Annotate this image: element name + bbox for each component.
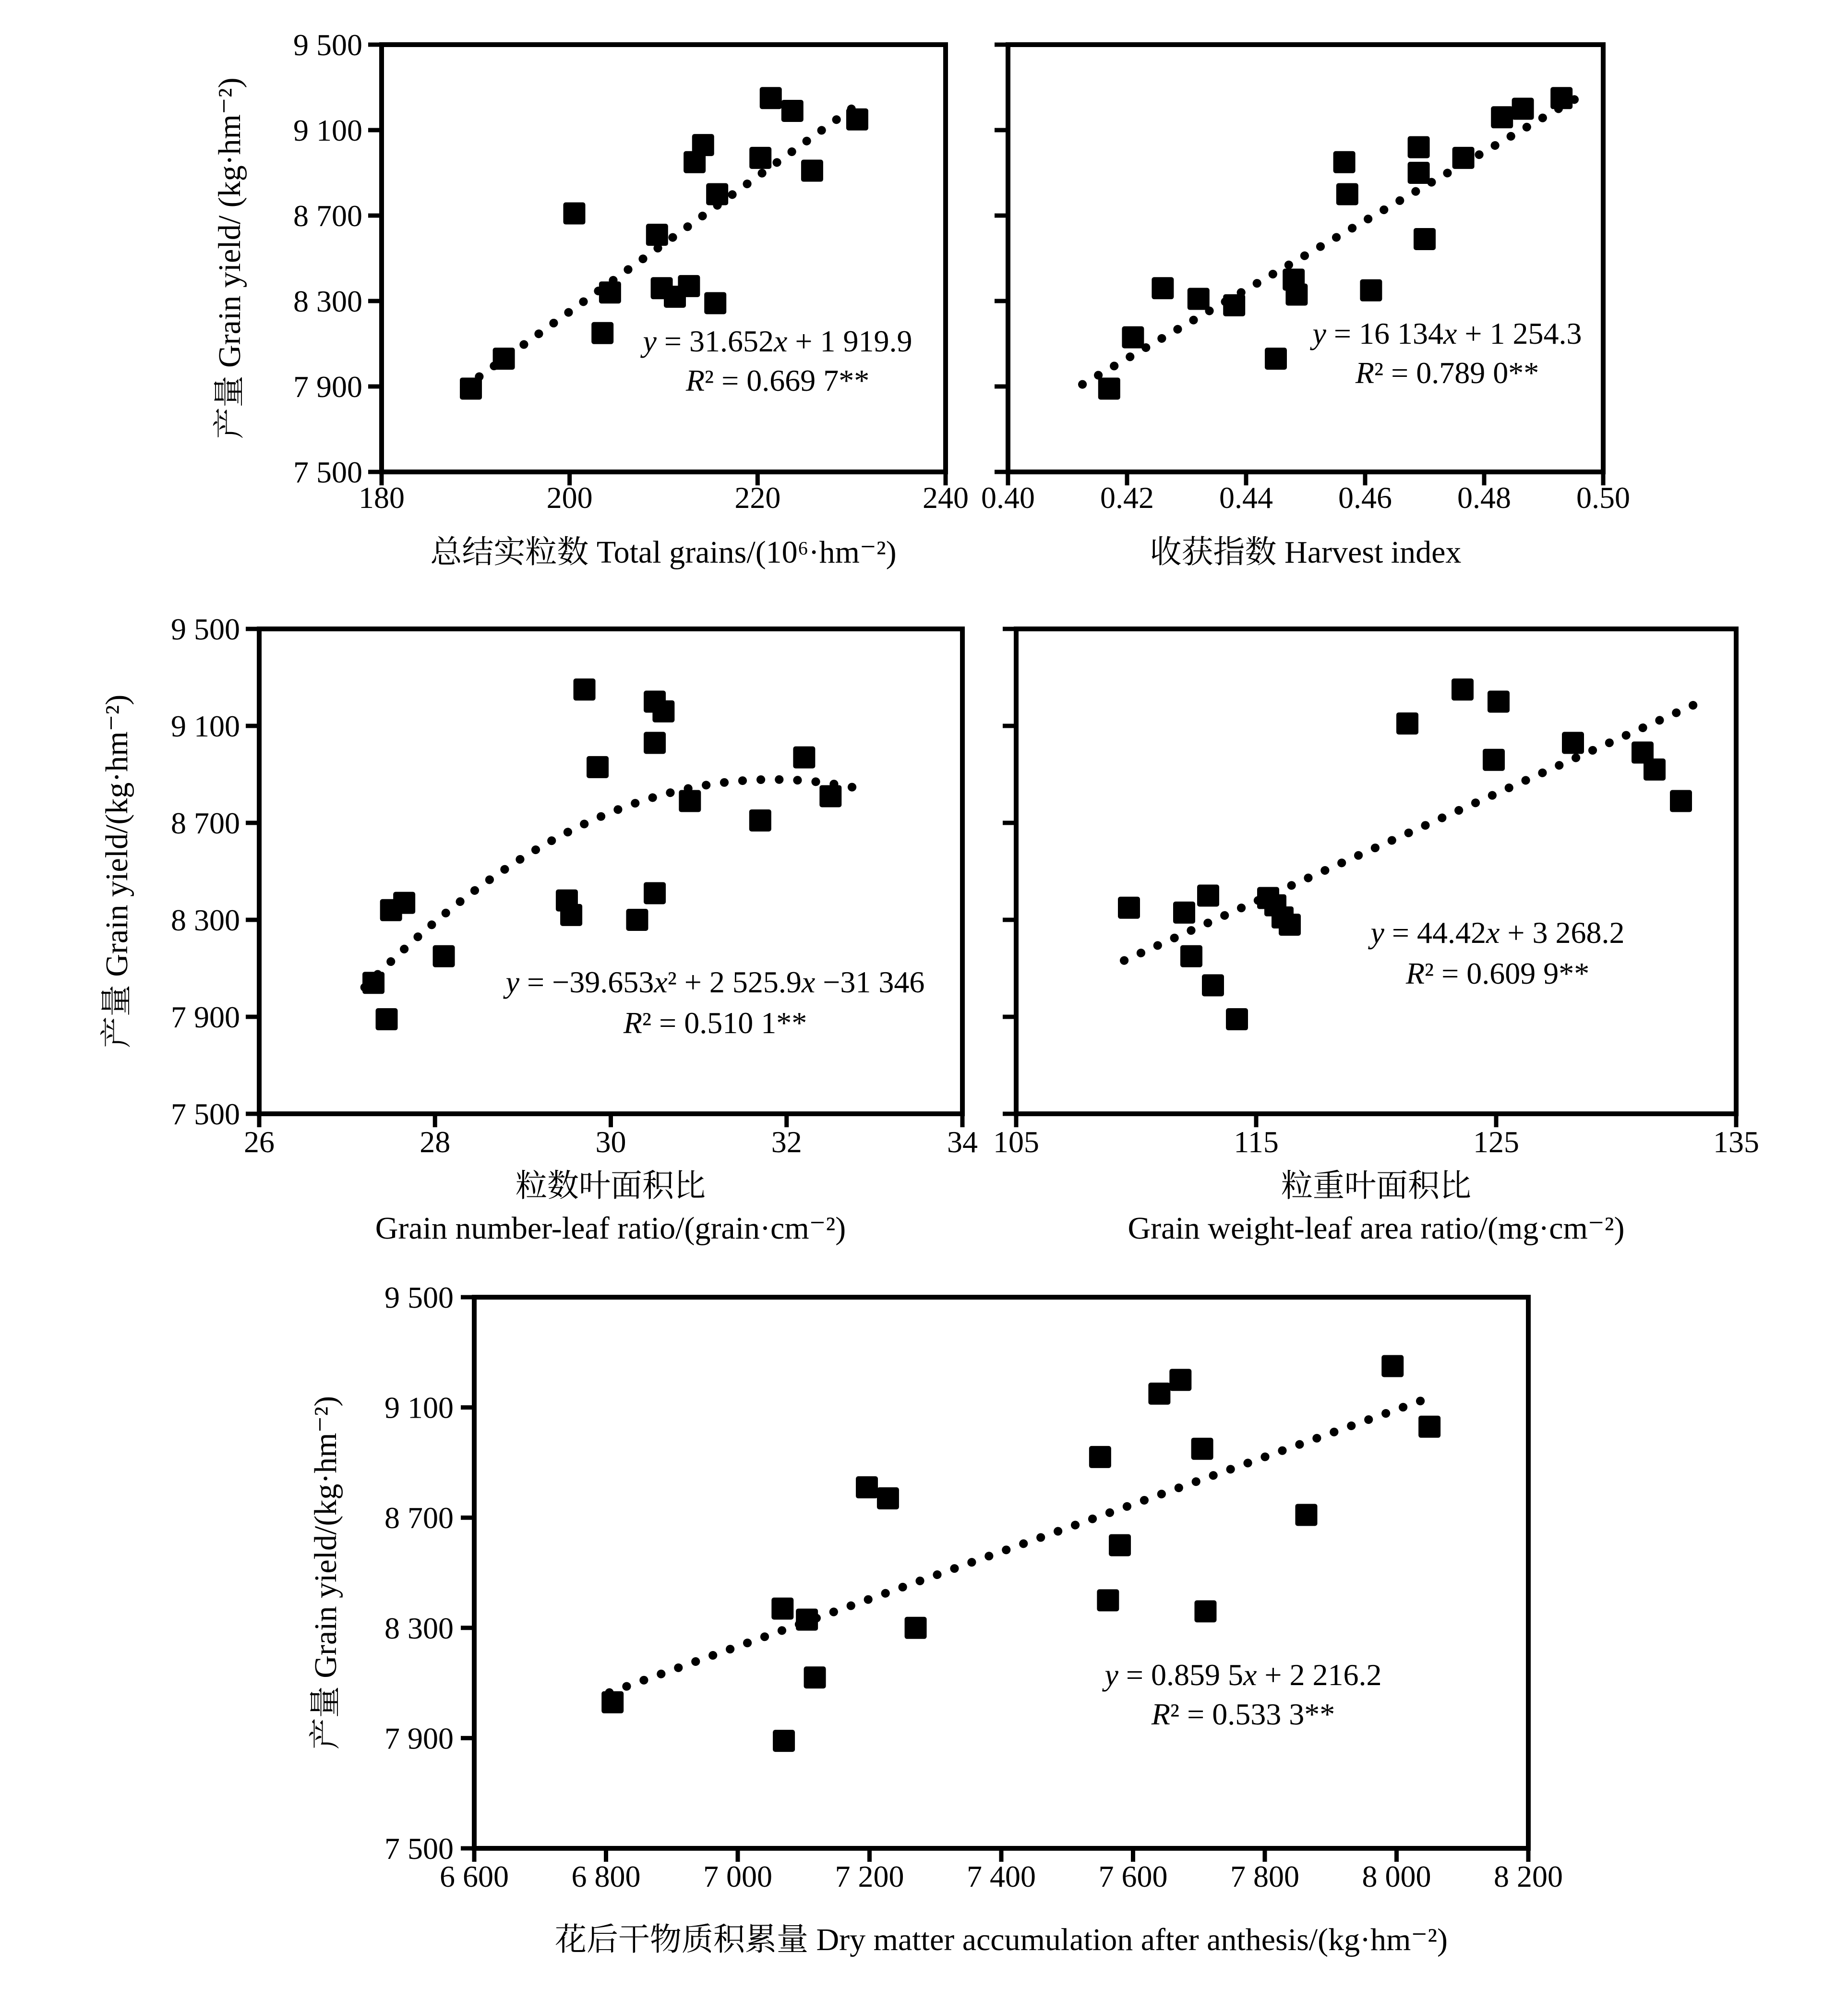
x-axis-title: 收获指数 Harvest index <box>1150 535 1462 570</box>
data-point <box>749 147 771 169</box>
data-point <box>773 1730 795 1752</box>
data-point <box>1452 678 1474 700</box>
x-axis-title: 总结实粒数 Total grains/(10⁶·hm⁻²) <box>430 535 897 570</box>
y-tick-label: 8 300 <box>171 903 240 937</box>
x-tick-label: 7 600 <box>1098 1859 1168 1893</box>
data-point <box>601 1691 624 1713</box>
y-tick-label: 7 500 <box>384 1832 454 1866</box>
data-point <box>560 904 582 926</box>
data-point <box>846 108 868 131</box>
regression-r-squared: R² = 0.510 1** <box>623 1006 807 1040</box>
y-tick-label: 9 100 <box>171 709 240 743</box>
data-point <box>1097 1589 1119 1611</box>
x-axis-title: Grain weight-leaf area ratio/(mg·cm⁻²) <box>1128 1211 1625 1246</box>
data-point <box>1169 1369 1191 1391</box>
data-point <box>574 678 596 700</box>
data-point <box>1098 377 1120 399</box>
y-tick-label: 8 300 <box>384 1611 454 1645</box>
x-tick-label: 125 <box>1473 1125 1519 1159</box>
y-axis-title: 产量 Grain yield/(kg·hm⁻²) <box>308 1396 343 1750</box>
data-point <box>433 945 455 967</box>
data-point <box>1644 759 1666 781</box>
x-tick-label: 0.46 <box>1338 481 1392 515</box>
x-tick-label: 8 200 <box>1494 1859 1563 1893</box>
regression-r-squared: R² = 0.669 7** <box>685 363 870 398</box>
data-point <box>563 203 585 225</box>
plot-frame <box>259 629 962 1114</box>
data-point <box>1180 945 1202 967</box>
x-axis-title: 粒数叶面积比 <box>516 1169 706 1204</box>
regression-equation: y = 31.652x + 1 919.9 <box>643 324 912 358</box>
y-tick-label: 9 500 <box>171 612 240 646</box>
data-point <box>393 892 415 914</box>
data-point <box>1512 98 1534 120</box>
data-point <box>1414 228 1436 250</box>
data-point <box>905 1617 927 1639</box>
data-point <box>1089 1446 1111 1468</box>
data-point <box>749 809 771 832</box>
trend-line <box>609 1400 1423 1692</box>
data-point <box>706 183 728 205</box>
x-tick-label: 0.44 <box>1219 481 1273 515</box>
y-tick-label: 7 500 <box>171 1097 240 1131</box>
data-point <box>678 275 700 297</box>
plot-frame <box>1016 629 1736 1114</box>
x-axis-title: 粒重叶面积比 <box>1281 1169 1471 1204</box>
data-point <box>1550 87 1572 109</box>
regression-r-squared: R² = 0.609 9** <box>1405 956 1590 990</box>
data-point <box>1223 294 1245 316</box>
plot-grain-weight-leaf-area-ratio <box>993 629 1759 1246</box>
y-tick-label: 8 700 <box>171 806 240 840</box>
y-tick-label: 9 100 <box>384 1390 454 1425</box>
y-tick-label: 7 500 <box>293 455 362 489</box>
data-point <box>362 972 384 994</box>
data-point <box>1188 288 1210 310</box>
plot-total-grains <box>293 28 969 570</box>
data-point <box>1408 136 1430 158</box>
data-point <box>1418 1416 1440 1438</box>
y-tick-label: 8 700 <box>293 199 362 233</box>
x-tick-label: 0.50 <box>1576 481 1630 515</box>
data-point <box>1173 902 1195 924</box>
data-point <box>460 377 482 399</box>
plot-grain-number-leaf-ratio <box>171 612 978 1246</box>
regression-r-squared: R² = 0.789 0** <box>1355 356 1539 390</box>
y-tick-label: 7 900 <box>293 370 362 404</box>
y-tick-label: 9 500 <box>293 28 362 62</box>
data-point <box>599 281 621 303</box>
data-point <box>1197 885 1219 907</box>
y-tick-label: 8 300 <box>293 284 362 318</box>
data-point <box>644 732 666 754</box>
data-point <box>626 909 648 931</box>
data-point <box>692 134 714 156</box>
regression-equation: y = 44.42x + 3 268.2 <box>1370 916 1625 950</box>
data-point <box>1191 1438 1213 1460</box>
data-point <box>1333 151 1356 173</box>
data-point <box>1295 1504 1317 1526</box>
x-tick-label: 240 <box>923 481 969 515</box>
regression-equation: y = −39.653x² + 2 525.9x −31 346 <box>505 965 925 999</box>
y-tick-label: 7 900 <box>171 1000 240 1034</box>
data-point <box>1148 1383 1170 1405</box>
data-point <box>781 100 804 122</box>
data-point <box>1122 326 1144 349</box>
data-point <box>1265 348 1287 370</box>
y-axis-title: 产量 Grain yield/ (kg·hm⁻²) <box>212 77 247 439</box>
x-tick-label: 8 000 <box>1362 1859 1431 1893</box>
data-point <box>591 322 613 344</box>
data-point <box>1226 1008 1248 1030</box>
data-point <box>819 785 841 807</box>
data-point <box>771 1598 793 1620</box>
data-point <box>1279 914 1301 936</box>
data-point <box>1408 162 1430 184</box>
x-tick-label: 7 800 <box>1230 1859 1299 1893</box>
data-point <box>804 1666 826 1688</box>
data-point <box>1488 691 1510 713</box>
x-tick-label: 0.48 <box>1457 481 1511 515</box>
y-tick-label: 8 700 <box>384 1501 454 1535</box>
data-point <box>801 160 823 182</box>
x-tick-label: 7 400 <box>967 1859 1036 1893</box>
data-point <box>1285 284 1308 306</box>
data-point <box>1109 1534 1131 1556</box>
data-point <box>1381 1355 1404 1377</box>
x-tick-label: 30 <box>595 1125 626 1159</box>
x-tick-label: 200 <box>546 481 593 515</box>
x-tick-label: 6 800 <box>571 1859 641 1893</box>
y-tick-label: 9 500 <box>384 1280 454 1314</box>
regression-r-squared: R² = 0.533 3** <box>1151 1697 1335 1731</box>
data-point <box>760 87 782 109</box>
data-point <box>1360 279 1382 301</box>
x-tick-label: 135 <box>1713 1125 1759 1159</box>
regression-equation: y = 0.859 5x + 2 216.2 <box>1104 1658 1382 1692</box>
x-tick-label: 6 600 <box>440 1859 509 1893</box>
data-point <box>1491 106 1513 128</box>
x-tick-label: 26 <box>244 1125 275 1159</box>
data-point <box>1452 147 1475 169</box>
data-point <box>1202 974 1224 996</box>
data-point <box>652 700 674 723</box>
x-axis-title: Grain number-leaf ratio/(grain·cm⁻²) <box>375 1211 846 1246</box>
data-point <box>1562 732 1584 754</box>
x-tick-label: 7 200 <box>835 1859 904 1893</box>
data-point <box>793 747 815 769</box>
data-point <box>587 756 609 778</box>
data-point <box>493 348 515 370</box>
plot-frame <box>474 1297 1528 1848</box>
plot-dry-matter-after-anthesis <box>384 1280 1563 1957</box>
x-tick-label: 220 <box>734 481 781 515</box>
plot-harvest-index <box>981 45 1630 570</box>
x-tick-label: 105 <box>993 1125 1039 1159</box>
data-point <box>704 292 726 314</box>
x-tick-label: 180 <box>359 481 405 515</box>
y-tick-label: 9 100 <box>293 113 362 147</box>
data-point <box>679 790 701 812</box>
data-point <box>646 224 668 246</box>
data-point <box>644 882 666 904</box>
x-tick-label: 28 <box>420 1125 451 1159</box>
x-tick-label: 0.40 <box>981 481 1035 515</box>
data-point <box>1152 277 1174 299</box>
data-point <box>1194 1600 1216 1622</box>
x-axis-title: 花后干物质积累量 Dry matter accumulation after anthesis/(kg·hm⁻²) <box>555 1922 1448 1957</box>
x-tick-label: 0.42 <box>1100 481 1154 515</box>
data-point <box>376 1008 398 1030</box>
data-point <box>1483 749 1505 771</box>
y-axis-title: 产量 Grain yield/(kg·hm⁻²) <box>99 694 134 1049</box>
y-tick-label: 7 900 <box>384 1721 454 1756</box>
x-tick-label: 32 <box>771 1125 802 1159</box>
data-point <box>1336 183 1358 205</box>
data-point <box>796 1609 818 1631</box>
data-point <box>877 1487 899 1509</box>
data-point <box>856 1476 878 1498</box>
data-point <box>1118 897 1140 919</box>
data-point <box>1396 712 1418 735</box>
x-tick-label: 34 <box>947 1125 978 1159</box>
data-point <box>1670 790 1692 812</box>
x-tick-label: 115 <box>1234 1125 1279 1159</box>
regression-equation: y = 16 134x + 1 254.3 <box>1312 316 1582 350</box>
x-tick-label: 7 000 <box>703 1859 772 1893</box>
